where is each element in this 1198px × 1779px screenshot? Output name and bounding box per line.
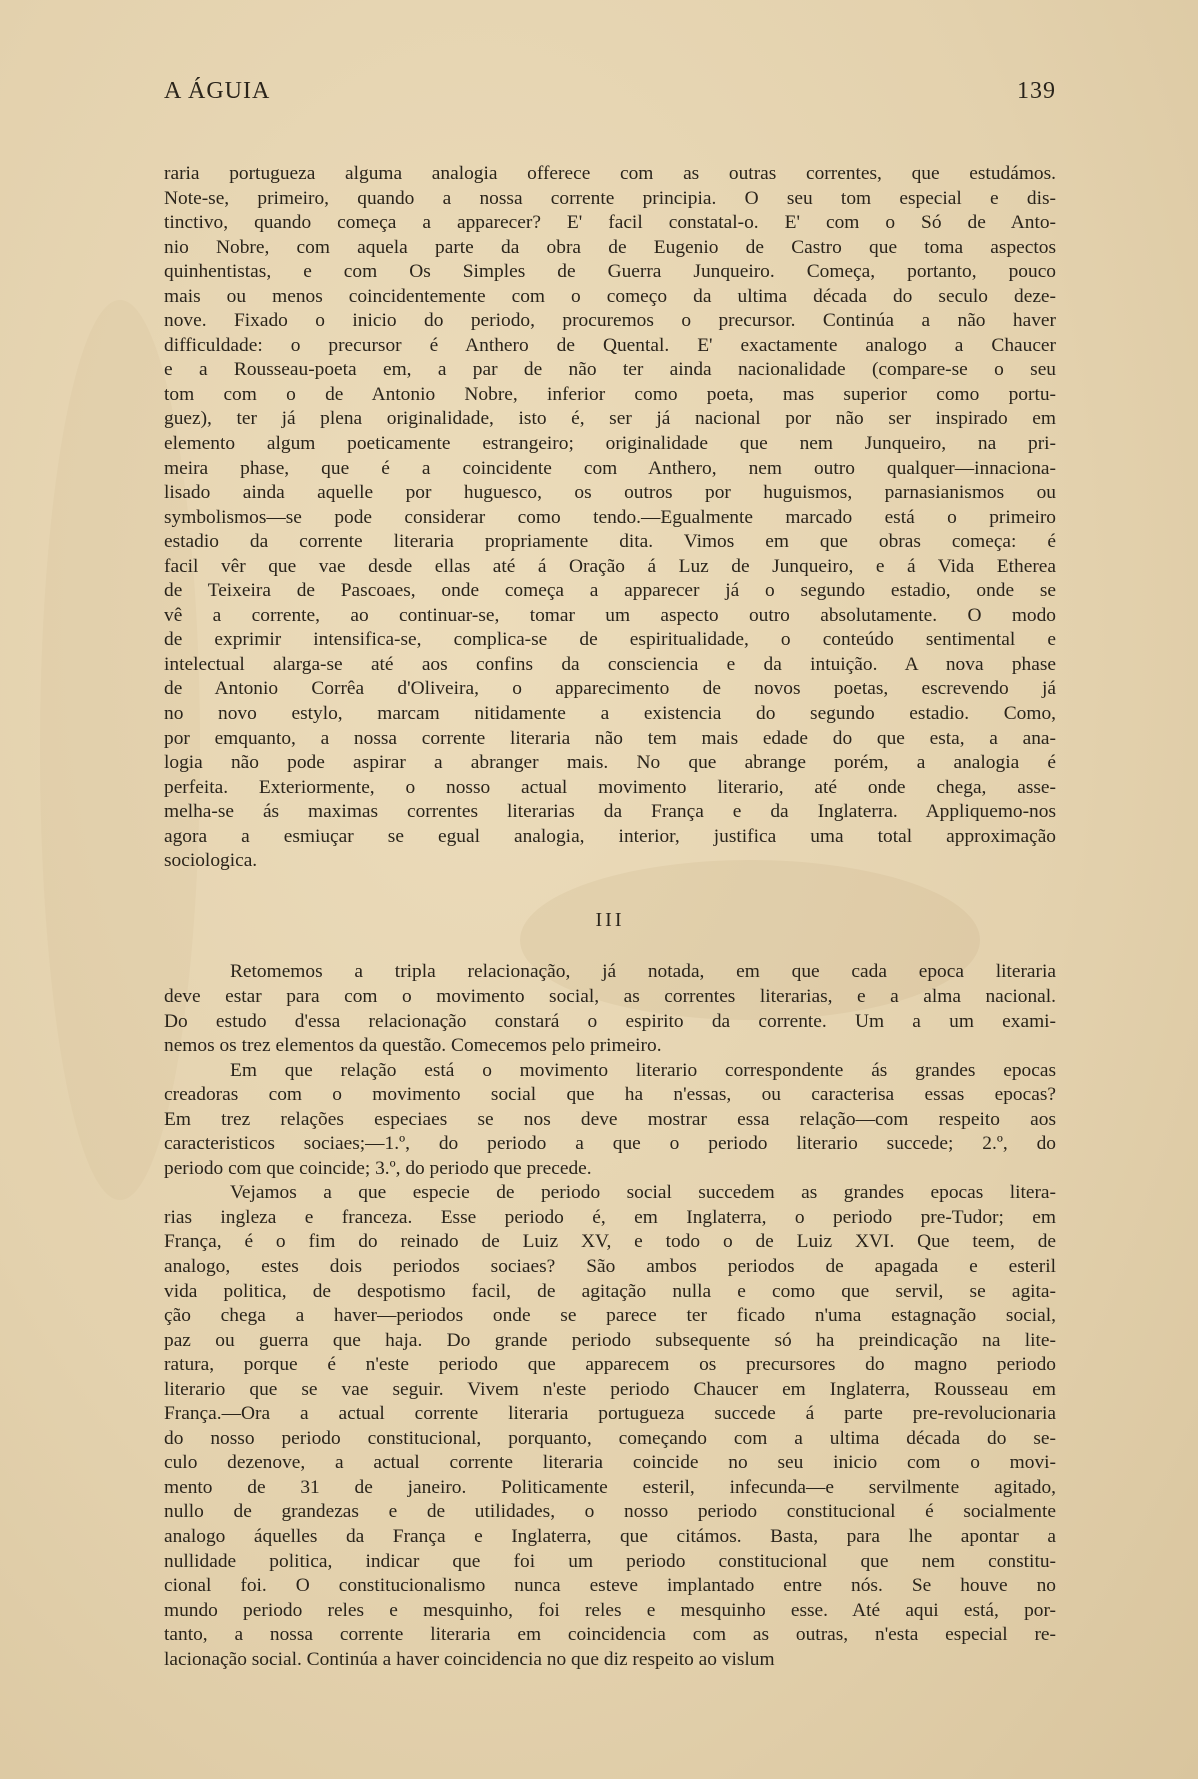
text-line: ção chega a haver—periodos onde se parece ter ficado n'uma estagnação social, bbox=[164, 1305, 1056, 1327]
text-line: quinhentistas, e com Os Simples de Guerra Junqueiro. Começa, portanto, pouco bbox=[164, 261, 1056, 283]
text-line: rias ingleza e franceza. Esse periodo é, em Inglaterra, o periodo pre-Tudor; em bbox=[164, 1206, 1056, 1228]
text-line: ratura, porque é n'este periodo que apparecem os precursores do magno periodo bbox=[164, 1354, 1056, 1376]
journal-title: A ÁGUIA bbox=[164, 78, 271, 104]
text-line: França, é o fim do reinado de Luiz XV, e todo o de Luiz XVI. Que teem, de bbox=[164, 1231, 1056, 1253]
text-line: sociologica. bbox=[164, 850, 258, 872]
text-line: mais ou menos coincidentemente com o começo da ultima década do seculo deze- bbox=[164, 285, 1056, 307]
text-line: culo dezenove, a actual corrente literaria coincide no seu inicio com o movi- bbox=[164, 1452, 1056, 1474]
text-line: analogo áquelles da França e Inglaterra, que citámos. Basta, para lhe apontar a bbox=[164, 1525, 1056, 1547]
text-line: no novo estylo, marcam nitidamente a existencia do segundo estadio. Como, bbox=[164, 703, 1056, 725]
text-line: nemos os trez elementos da questão. Comecemos pelo primeiro. bbox=[164, 1035, 662, 1057]
text-line: nullo de grandezas e de utilidades, o nosso periodo constitucional é socialmente bbox=[164, 1501, 1056, 1523]
text-line: nullidade politica, indicar que foi um periodo constitucional que nem constitu- bbox=[164, 1550, 1056, 1572]
text-line: de Antonio Corrêa d'Oliveira, o apparecimento de novos poetas, escrevendo já bbox=[164, 678, 1056, 700]
text-line: França.—Ora a actual corrente literaria portugueza succede á parte pre-revolucionaria bbox=[164, 1403, 1056, 1425]
text-line: do nosso periodo constitucional, porquanto, começando com a ultima década do se- bbox=[164, 1427, 1056, 1449]
text-line: paz ou guerra que haja. Do grande periodo subsequente só ha preindicação na lite- bbox=[164, 1329, 1056, 1351]
paragraph bbox=[164, 960, 1056, 1058]
section-heading: III bbox=[595, 908, 625, 931]
text-line: intelectual alarga-se até aos confins da consciencia e da intuição. A nova phase bbox=[164, 653, 1056, 675]
text-line: mento de 31 de janeiro. Politicamente esteril, infecunda—e servilmente agitado, bbox=[164, 1476, 1056, 1498]
text-line: nio Nobre, com aquela parte da obra de Eugenio de Castro que toma aspectos bbox=[164, 236, 1056, 258]
text-line: creadoras com o movimento social que ha n'essas, ou caracterisa essas epocas? bbox=[164, 1084, 1056, 1106]
text-line: guez), ter já plena originalidade, isto é, ser já nacional por não ser inspirado em bbox=[164, 408, 1056, 430]
text-line: difficuldade: o precursor é Anthero de Quental. E' exactamente analogo a Chaucer bbox=[164, 334, 1056, 356]
text-line: nove. Fixado o inicio do periodo, procuremos o precursor. Continúa a não haver bbox=[164, 310, 1056, 332]
text-line: estadio da corrente literaria propriamente dita. Vimos em que obras começa: é bbox=[164, 531, 1056, 553]
article-body bbox=[164, 162, 1056, 1672]
text-line: e a Rousseau-poeta em, a par de não ter ainda nacionalidade (compare-se o seu bbox=[164, 359, 1056, 381]
page-number: 139 bbox=[1017, 78, 1056, 104]
text-line: vida politica, de despotismo facil, de agitação nulla e como que servil, se agita- bbox=[164, 1280, 1056, 1302]
text-line: perfeita. Exteriormente, o nosso actual movimento literario, até onde chega, asse- bbox=[164, 776, 1056, 798]
paragraph bbox=[164, 1181, 1056, 1672]
text-line: tanto, a nossa corrente literaria em coincidencia com as outras, n'esta especial re- bbox=[164, 1624, 1056, 1646]
text-line: Vejamos a que especie de periodo social succedem as grandes epocas litera- bbox=[230, 1182, 1056, 1204]
text-line: raria portugueza alguma analogia offerece com as outras correntes, que estudámos. bbox=[164, 163, 1056, 184]
text-line: periodo com que coincide; 3.º, do periodo que precede. bbox=[164, 1157, 592, 1179]
text-line: analogo, estes dois periodos sociaes? São ambos periodos de apagada e esteril bbox=[164, 1255, 1056, 1277]
text-line: literario que se vae seguir. Vivem n'este periodo Chaucer em Inglaterra, Rousseau em bbox=[164, 1378, 1056, 1400]
text-line: caracteristicos sociaes;—1.º, do periodo a que o periodo literario succede; 2.º, do bbox=[164, 1133, 1056, 1155]
text-line: meira phase, que é a coincidente com Anthero, nem outro qualquer—innaciona- bbox=[164, 457, 1056, 479]
text-line: Retomemos a tripla relacionação, já notada, em que cada epoca literaria bbox=[230, 961, 1056, 983]
running-header bbox=[164, 78, 1056, 105]
text-line: Note-se, primeiro, quando a nossa corrente principia. O seu tom especial e dis- bbox=[164, 187, 1056, 209]
text-line: tinctivo, quando começa a apparecer? E' facil constatal-o. E' com o Só de Anto- bbox=[164, 212, 1056, 234]
text-line: Em que relação está o movimento literario correspondente ás grandes epocas bbox=[230, 1059, 1056, 1081]
paragraph-continuation bbox=[164, 162, 1056, 874]
text-line: Do estudo d'essa relacionação constará o espirito da corrente. Um a um exami- bbox=[164, 1010, 1056, 1032]
text-line: de exprimir intensifica-se, complica-se de espiritualidade, o conteúdo sentimental e bbox=[164, 629, 1056, 651]
text-line: logia não pode aspirar a abranger mais. No que abrange porém, a analogia é bbox=[164, 752, 1056, 774]
text-line: melha-se ás maximas correntes literarias da França e da Inglaterra. Appliquemo-nos bbox=[164, 801, 1056, 823]
text-line: Em trez relações especiaes se nos deve mostrar essa relação—com respeito aos bbox=[164, 1108, 1056, 1130]
text-line: facil vêr que vae desde ellas até á Oração á Luz de Junqueiro, e á Vida Etherea bbox=[164, 555, 1056, 577]
text-line: lisado ainda aquelle por huguesco, os outros por huguismos, parnasianismos ou bbox=[164, 482, 1056, 504]
text-line: symbolismos—se pode considerar como tendo.—Egualmente marcado está o primeiro bbox=[164, 506, 1056, 528]
text-line: elemento algum poeticamente estrangeiro; originalidade que nem Junqueiro, na pri- bbox=[164, 433, 1056, 455]
text-line: de Teixeira de Pascoaes, onde começa a apparecer já o segundo estadio, onde se bbox=[164, 580, 1056, 602]
text-line: lacionação social. Continúa a haver coincidencia no que diz respeito ao vislum bbox=[164, 1648, 775, 1670]
paragraph bbox=[164, 1059, 1056, 1182]
text-line: vê a corrente, ao continuar-se, tomar um aspecto outro absolutamente. O modo bbox=[164, 604, 1056, 626]
text-line: deve estar para com o movimento social, as correntes literarias, e a alma nacional. bbox=[164, 985, 1056, 1007]
text-line: mundo periodo reles e mesquinho, foi reles e mesquinho esse. Até aqui está, por- bbox=[164, 1599, 1056, 1621]
text-line: tom com o de Antonio Nobre, inferior como poeta, mas superior como portu- bbox=[164, 383, 1056, 405]
text-line: agora a esmiuçar se egual analogia, interior, justifica uma total approximação bbox=[164, 825, 1056, 847]
text-line: por emquanto, a nossa corrente literaria não tem mais edade do que esta, a ana- bbox=[164, 727, 1056, 749]
text-line: cional foi. O constitucionalismo nunca esteve implantado entre nós. Se houve no bbox=[164, 1575, 1056, 1597]
